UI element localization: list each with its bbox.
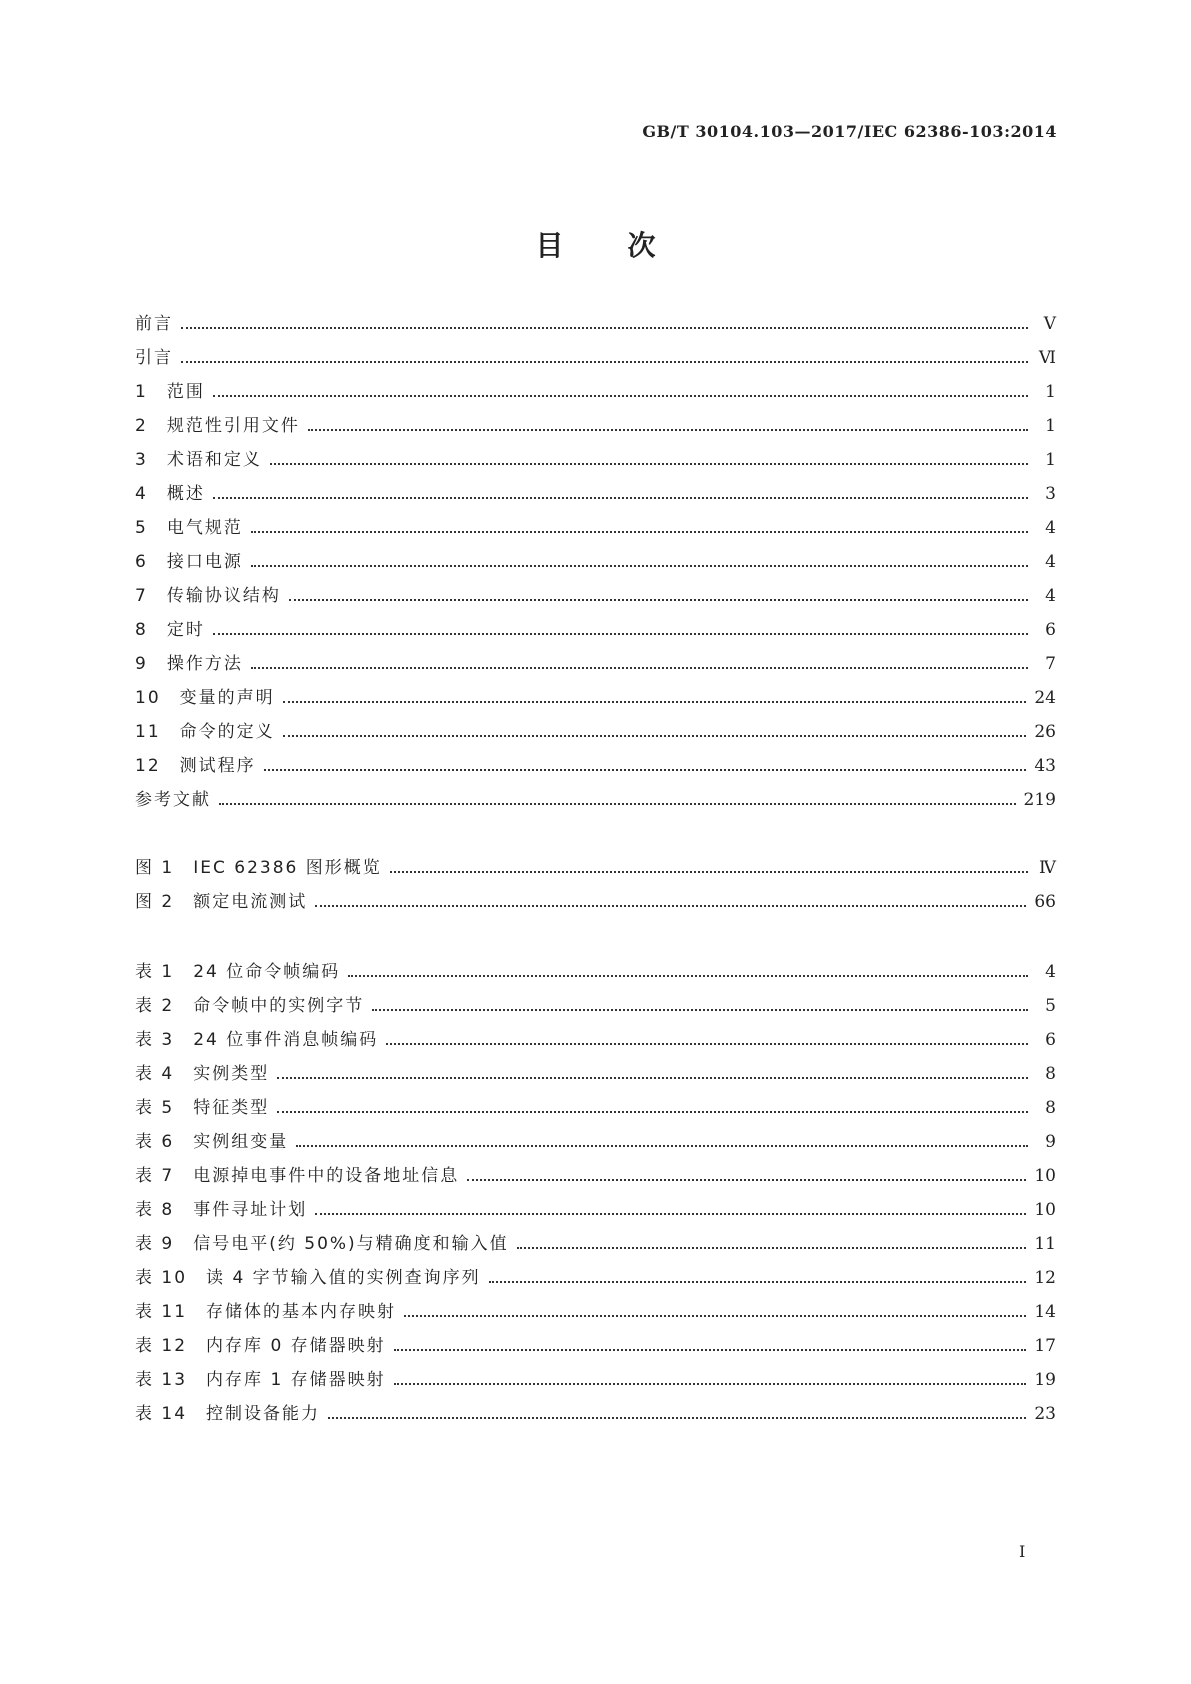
dot-leader — [181, 361, 1028, 363]
toc-table-entry[interactable] — [135, 1016, 1056, 1050]
toc-table-entry[interactable] — [135, 1050, 1056, 1084]
dot-leader — [348, 975, 1028, 977]
toc-entry-label: 图 1 IEC 62386 图形概览 — [135, 858, 382, 878]
toc-entry-label: 表 3 24 位事件消息帧编码 — [135, 1030, 379, 1050]
dot-leader — [213, 395, 1028, 397]
toc-table-entry[interactable] — [135, 982, 1056, 1016]
dot-leader — [289, 599, 1028, 601]
toc-entry-label: 图 2 额定电流测试 — [135, 892, 308, 912]
dot-leader — [264, 769, 1027, 771]
toc-entry[interactable] — [135, 640, 1056, 674]
toc-entry[interactable] — [135, 572, 1056, 606]
toc-entry[interactable] — [135, 708, 1056, 742]
standard-code-header: GB/T 30104.103—2017/IEC 62386-103:2014 — [642, 122, 1057, 141]
toc-entry-page: 10 — [1034, 1200, 1056, 1220]
toc-entry-page: 219 — [1023, 790, 1056, 810]
toc-entry-page: 6 — [1045, 1030, 1056, 1050]
toc-entry[interactable] — [135, 300, 1056, 334]
toc-entry-page: Ⅴ — [1043, 314, 1056, 334]
dot-leader — [283, 735, 1027, 737]
toc-entry-label: 10 变量的声明 — [135, 688, 275, 708]
dot-leader — [489, 1281, 1027, 1283]
toc-entry-page: 12 — [1034, 1268, 1056, 1288]
toc-entry-page: 4 — [1045, 586, 1056, 606]
toc-entry[interactable] — [135, 368, 1056, 402]
toc-table-entry[interactable] — [135, 1084, 1056, 1118]
page-title: 目次 — [535, 229, 720, 262]
toc-table-entry[interactable] — [135, 1186, 1056, 1220]
toc-entry-page: 4 — [1045, 518, 1056, 538]
toc-entry[interactable] — [135, 742, 1056, 776]
dot-leader — [219, 803, 1016, 805]
toc-entry-page: 23 — [1034, 1404, 1056, 1424]
toc-entry-label: 表 1 24 位命令帧编码 — [135, 962, 341, 982]
dot-leader — [251, 565, 1028, 567]
toc-entry-label: 表 2 命令帧中的实例字节 — [135, 996, 365, 1016]
toc-table-entry[interactable] — [135, 1322, 1056, 1356]
toc-entry-label: 4 概述 — [135, 484, 205, 504]
toc-table-entry[interactable] — [135, 1118, 1056, 1152]
toc-entry[interactable] — [135, 674, 1056, 708]
toc-entry-label: 表 8 事件寻址计划 — [135, 1200, 308, 1220]
toc-entry-label: 前言 — [135, 314, 173, 334]
toc-entry-page: 14 — [1034, 1302, 1056, 1322]
toc-table-entry[interactable] — [135, 1356, 1056, 1390]
toc-entry-page: 5 — [1045, 996, 1056, 1016]
toc-entry[interactable] — [135, 402, 1056, 436]
toc-entry-label: 2 规范性引用文件 — [135, 416, 300, 436]
toc-entry-page: 8 — [1045, 1064, 1056, 1084]
toc-entry-label: 表 5 特征类型 — [135, 1098, 270, 1118]
toc-entry-label: 表 4 实例类型 — [135, 1064, 270, 1084]
toc-entry-label: 表 14 控制设备能力 — [135, 1404, 321, 1424]
dot-leader — [386, 1043, 1028, 1045]
toc-entry-label: 表 13 内存库 1 存储器映射 — [135, 1370, 386, 1390]
toc-entry-label: 表 9 信号电平(约 50%)与精确度和输入值 — [135, 1234, 509, 1254]
dot-leader — [251, 531, 1028, 533]
page-number: I — [1019, 1542, 1026, 1561]
dot-leader — [251, 667, 1028, 669]
toc-entry-label: 5 电气规范 — [135, 518, 243, 538]
toc-entry-page: Ⅳ — [1039, 858, 1056, 878]
toc-entry-page: Ⅵ — [1038, 348, 1056, 368]
toc-entry-page: 7 — [1045, 654, 1056, 674]
toc-entry-label: 表 10 读 4 字节输入值的实例查询序列 — [135, 1268, 481, 1288]
dot-leader — [308, 429, 1028, 431]
toc-entry-page: 1 — [1045, 450, 1056, 470]
dot-leader — [213, 633, 1028, 635]
dot-leader — [283, 701, 1027, 703]
toc-table-entry[interactable] — [135, 1220, 1056, 1254]
toc-entry-label: 表 11 存储体的基本内存映射 — [135, 1302, 397, 1322]
toc-entry[interactable] — [135, 334, 1056, 368]
toc-entry-page: 24 — [1034, 688, 1056, 708]
dot-leader — [394, 1383, 1027, 1385]
toc-entry-label: 1 范围 — [135, 382, 205, 402]
toc-table-entry[interactable] — [135, 1390, 1056, 1424]
toc-entry-page: 1 — [1045, 416, 1056, 436]
dot-leader — [315, 1213, 1026, 1215]
toc-entry[interactable] — [135, 776, 1056, 810]
toc-figure-entry[interactable] — [135, 878, 1056, 912]
dot-leader — [390, 871, 1028, 873]
toc-table-entry[interactable] — [135, 1254, 1056, 1288]
toc-entry-label: 11 命令的定义 — [135, 722, 275, 742]
toc-entry-page: 3 — [1045, 484, 1056, 504]
dot-leader — [394, 1349, 1027, 1351]
dot-leader — [517, 1247, 1027, 1249]
toc-entry-page: 66 — [1034, 892, 1056, 912]
dot-leader — [270, 463, 1028, 465]
toc-entry[interactable] — [135, 470, 1056, 504]
toc-entry[interactable] — [135, 504, 1056, 538]
toc-entry-label: 参考文献 — [135, 790, 211, 810]
toc-entry-page: 4 — [1045, 552, 1056, 572]
toc-entry-label: 6 接口电源 — [135, 552, 243, 572]
toc-entry-page: 9 — [1045, 1132, 1056, 1152]
dot-leader — [296, 1145, 1028, 1147]
dot-leader — [467, 1179, 1026, 1181]
toc-entry-page: 4 — [1045, 962, 1056, 982]
toc-table-entry[interactable] — [135, 1152, 1056, 1186]
dot-leader — [277, 1111, 1028, 1113]
toc-entry-page: 11 — [1034, 1234, 1056, 1254]
toc-table-entry[interactable] — [135, 1288, 1056, 1322]
toc-entry-label: 表 12 内存库 0 存储器映射 — [135, 1336, 386, 1356]
toc-entry[interactable] — [135, 606, 1056, 640]
toc-entry-page: 43 — [1034, 756, 1056, 776]
dot-leader — [277, 1077, 1028, 1079]
toc-entry-label: 7 传输协议结构 — [135, 586, 281, 606]
toc-entry-label: 3 术语和定义 — [135, 450, 262, 470]
dot-leader — [213, 497, 1028, 499]
toc-entry-label: 9 操作方法 — [135, 654, 243, 674]
toc-entry[interactable] — [135, 436, 1056, 470]
toc-entry-label: 12 测试程序 — [135, 756, 256, 776]
toc-entry-page: 10 — [1034, 1166, 1056, 1186]
toc-entry-label: 引言 — [135, 348, 173, 368]
toc-entry-label: 8 定时 — [135, 620, 205, 640]
dot-leader — [404, 1315, 1026, 1317]
toc-entry-page: 6 — [1045, 620, 1056, 640]
toc-table-entry[interactable] — [135, 948, 1056, 982]
toc-entry-page: 19 — [1034, 1370, 1056, 1390]
dot-leader — [372, 1009, 1028, 1011]
dot-leader — [328, 1417, 1026, 1419]
toc-entry-page: 8 — [1045, 1098, 1056, 1118]
toc-entry-page: 1 — [1045, 382, 1056, 402]
toc-entry-page: 17 — [1034, 1336, 1056, 1356]
dot-leader — [181, 327, 1028, 329]
toc-entry[interactable] — [135, 538, 1056, 572]
toc-entry-label: 表 6 实例组变量 — [135, 1132, 289, 1152]
toc-entry-label: 表 7 电源掉电事件中的设备地址信息 — [135, 1166, 460, 1186]
toc-figure-entry[interactable] — [135, 844, 1056, 878]
toc-entry-page: 26 — [1034, 722, 1056, 742]
dot-leader — [315, 905, 1026, 907]
